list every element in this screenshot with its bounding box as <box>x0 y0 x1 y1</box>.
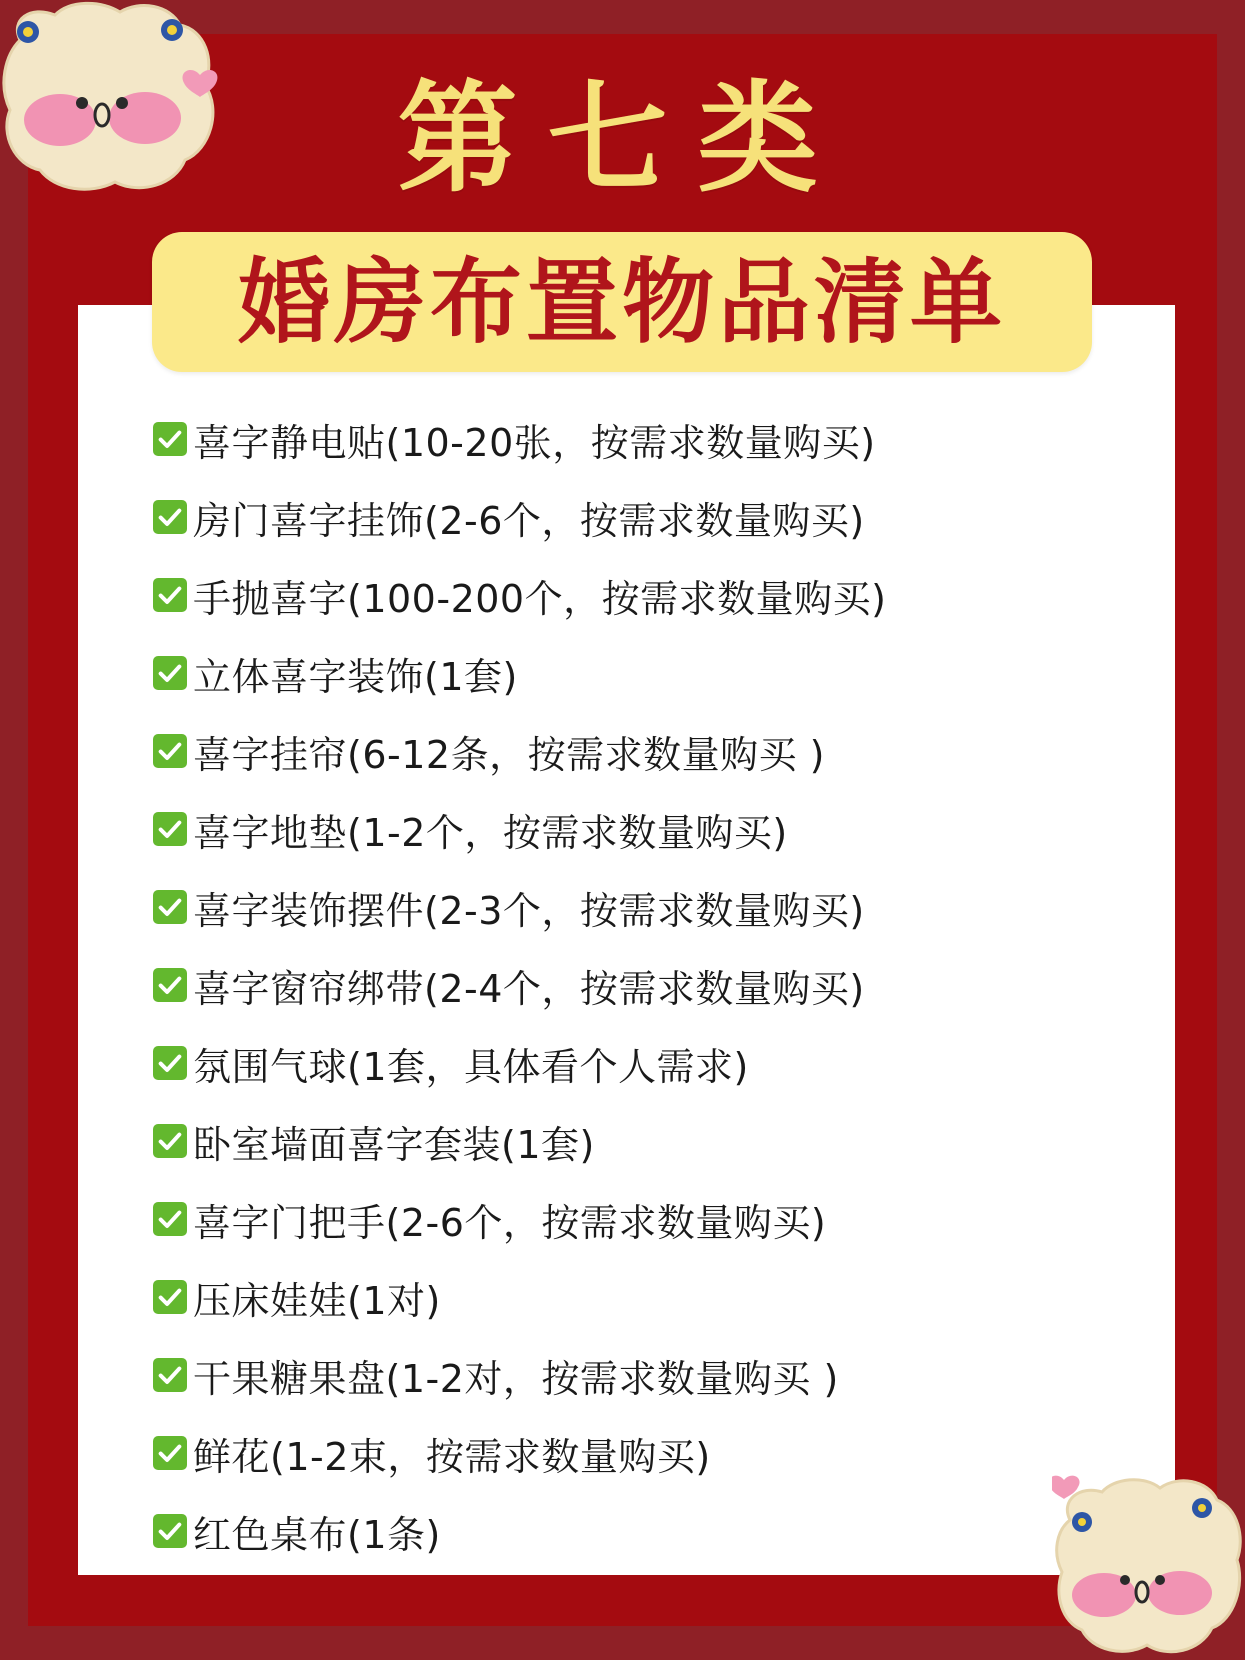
page-title: 第七类 <box>397 70 848 209</box>
check-mark-icon <box>153 1046 187 1080</box>
list-item-text: 红色桌布(1条) <box>193 1512 441 1557</box>
list-item <box>153 1336 1163 1414</box>
list-item-text: 卧室墙面喜字套装(1套) <box>193 1122 595 1167</box>
check-mark-icon <box>153 968 187 1002</box>
check-mark-icon <box>153 656 187 690</box>
list-item-text: 鲜花(1-2束，按需求数量购买) <box>193 1434 711 1479</box>
list-item-text: 氛围气球(1套，具体看个人需求) <box>193 1044 749 1089</box>
subtitle-text: 婚房布置物品清单 <box>237 248 1006 356</box>
list-item <box>153 790 1163 868</box>
list-item <box>153 712 1163 790</box>
check-mark-icon <box>153 734 187 768</box>
check-mark-icon <box>153 890 187 924</box>
check-mark-icon <box>153 500 187 534</box>
list-item <box>153 556 1163 634</box>
subtitle-banner <box>152 232 1092 372</box>
check-mark-icon <box>153 1514 187 1548</box>
pig-face-sticker <box>0 0 225 195</box>
list-item <box>153 478 1163 556</box>
list-item-text: 喜字挂帘(6-12条，按需求数量购买 ) <box>193 732 825 777</box>
list-item <box>153 946 1163 1024</box>
list-item <box>153 1258 1163 1336</box>
list-item <box>153 1024 1163 1102</box>
check-mark-icon <box>153 578 187 612</box>
list-item <box>153 634 1163 712</box>
list-item-text: 立体喜字装饰(1套) <box>193 654 518 699</box>
list-item-text: 干果糖果盘(1-2对，按需求数量购买 ) <box>193 1356 839 1401</box>
check-mark-icon <box>153 1280 187 1314</box>
check-mark-icon <box>153 1358 187 1392</box>
check-mark-icon <box>153 1202 187 1236</box>
list-item <box>153 1414 1163 1492</box>
list-item-text: 喜字装饰摆件(2-3个，按需求数量购买) <box>193 888 865 933</box>
list-item <box>153 1492 1163 1570</box>
list-item-text: 喜字窗帘绑带(2-4个，按需求数量购买) <box>193 966 865 1011</box>
check-mark-icon <box>153 422 187 456</box>
list-item-text: 压床娃娃(1对) <box>193 1278 441 1323</box>
list-item <box>153 1102 1163 1180</box>
list-item-text: 手抛喜字(100-200个，按需求数量购买) <box>193 576 887 621</box>
list-item-text: 喜字门把手(2-6个，按需求数量购买) <box>193 1200 827 1245</box>
checklist <box>153 400 1163 1570</box>
pig-face-sticker <box>1052 1460 1245 1660</box>
list-item <box>153 1180 1163 1258</box>
check-mark-icon <box>153 812 187 846</box>
list-item-text: 房门喜字挂饰(2-6个，按需求数量购买) <box>193 498 865 543</box>
check-mark-icon <box>153 1124 187 1158</box>
list-item-text: 喜字地垫(1-2个，按需求数量购买) <box>193 810 788 855</box>
list-item-text: 喜字静电贴(10-20张，按需求数量购买) <box>193 420 876 465</box>
check-mark-icon <box>153 1436 187 1470</box>
list-item <box>153 868 1163 946</box>
list-item <box>153 400 1163 478</box>
